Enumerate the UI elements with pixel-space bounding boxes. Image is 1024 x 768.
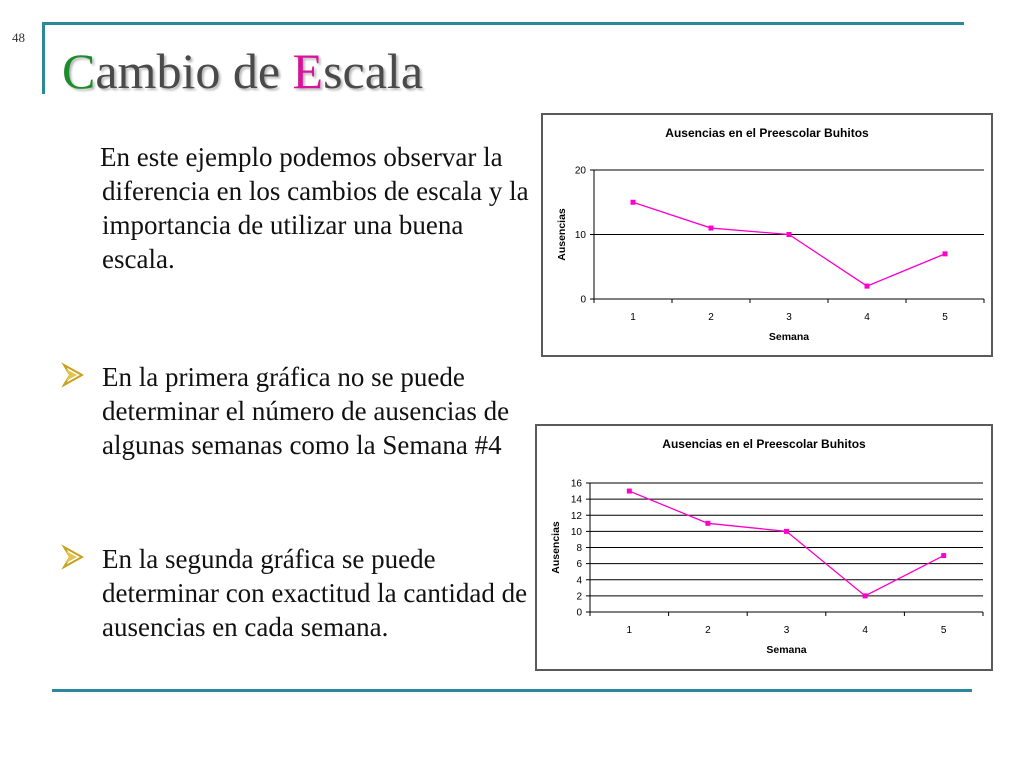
series-line [633,202,945,286]
y-tick-label: 10 [570,526,582,538]
y-tick-label: 0 [580,294,586,306]
slide-title [62,42,423,100]
data-point [865,284,870,289]
chart-title: Ausencias en el Preescolar Buhitos [665,126,869,140]
y-tick-label: 6 [576,559,582,571]
slide-number: 48 [12,30,25,45]
x-tick-label: 1 [630,312,636,323]
x-tick-label: 5 [940,625,947,636]
data-point [631,200,636,205]
x-tick-label: 4 [862,625,868,636]
arrow-bullet-icon [60,362,86,388]
chart-scale-0-20 [541,113,993,357]
data-point [705,521,710,526]
y-tick-label: 4 [576,575,582,587]
x-tick-label: 2 [708,312,714,323]
x-axis-label: Semana [766,644,807,656]
title-initial-c: C [62,43,96,99]
bullet-item-1 [102,360,532,462]
data-point [784,529,789,534]
y-axis-label: Ausencias [550,521,562,574]
x-tick-label: 5 [942,312,948,323]
data-point [709,226,714,231]
x-tick-label: 3 [786,312,792,323]
y-tick-label: 20 [574,165,586,177]
arrow-bullet-icon [60,544,86,570]
y-tick-label: 10 [574,230,586,241]
top-rule-vertical [42,22,45,94]
y-tick-label: 14 [570,494,582,506]
chart-title: Ausencias en el Preescolar Buhitos [662,437,866,451]
title-word-1: ambio de [95,43,293,99]
bullet-text-2: En la segunda gráfica se puede determinar con exactitud la cantidad de ausencias en cada semana. [102,544,528,642]
data-point [941,553,946,558]
top-rule-horizontal [42,22,964,25]
chart-scale-0-16 [535,424,993,671]
title-initial-e: E [292,43,324,99]
intro-paragraph: En este ejemplo podemos observar la diferencia en los cambios de escala y la importancia de utilizar una buena escala. [100,142,529,274]
data-point [627,489,632,494]
y-tick-label: 2 [576,591,582,603]
data-point [787,232,792,237]
data-point [943,251,948,256]
bullet-item-2 [102,542,532,644]
y-tick-label: 12 [570,510,582,522]
y-tick-label: 16 [570,478,582,490]
data-point [863,593,868,598]
bottom-rule [52,689,972,692]
y-tick-label: 8 [576,543,582,554]
x-tick-label: 4 [864,312,870,323]
x-tick-label: 1 [626,625,633,636]
y-tick-label: 0 [576,607,582,619]
title-word-2: scala [323,43,424,99]
chart-svg-2 [537,426,991,669]
chart-svg-1 [543,115,991,355]
bullet-text-1: En la primera gráfica no se puede determinar el número de ausencias de algunas semanas como la Semana #4 [102,362,510,460]
y-axis-label: Ausencias [556,208,568,261]
x-tick-label: 3 [783,625,790,636]
x-axis-label: Semana [768,331,810,343]
x-tick-label: 2 [705,625,711,636]
